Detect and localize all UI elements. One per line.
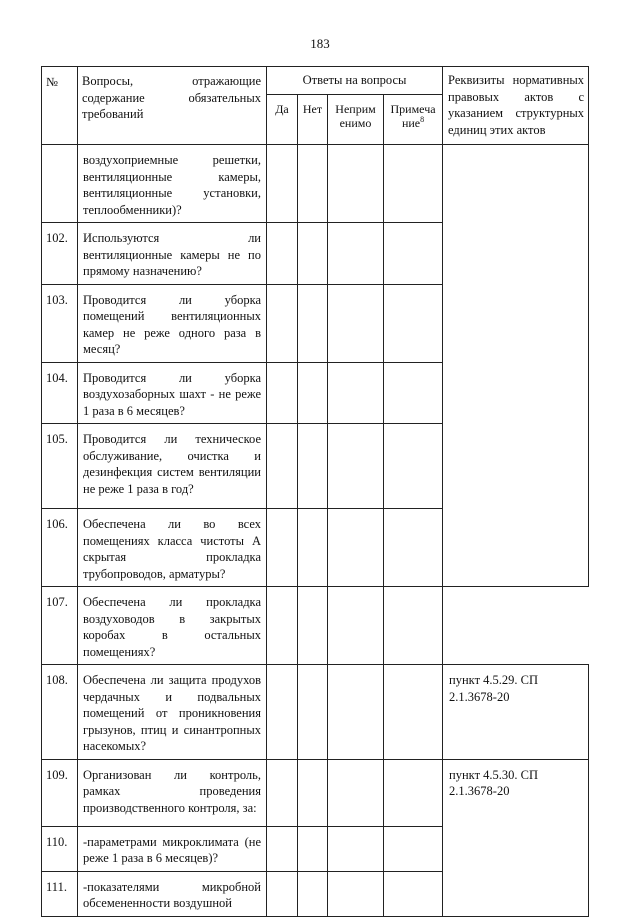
answer-note-cell[interactable] [384,362,443,424]
answer-note-cell[interactable] [384,145,443,223]
header-note-text: Примеча ние [390,102,436,130]
answer-yes-cell[interactable] [267,665,298,760]
row-requisites: пункт 4.5.30. СП 2.1.3678-20 [443,759,589,916]
header-na: Неприм енимо [328,95,384,145]
answer-no-cell[interactable] [298,223,328,285]
row-question: Проводится ли уборка воздухозаборных шахт - не реже 1 раза в 6 месяцев? [78,362,267,424]
answer-note-cell[interactable] [384,871,443,916]
answer-na-cell[interactable] [328,223,384,285]
header-note-sup: 8 [420,115,425,124]
answer-no-cell[interactable] [298,424,328,509]
row-question: воздухоприемные решетки, вентиляционные камеры, вентиляционные установки, теплообменники)? [78,145,267,223]
answer-no-cell[interactable] [298,284,328,362]
answer-na-cell[interactable] [328,509,384,587]
answer-yes-cell[interactable] [267,871,298,916]
answer-na-cell[interactable] [328,871,384,916]
row-question: -показателями микробной обсемененности воздушной [78,871,267,916]
row-question: Используются ли вентиляционные камеры не по прямому назначению? [78,223,267,285]
answer-no-cell[interactable] [298,145,328,223]
answer-no-cell[interactable] [298,362,328,424]
page-number: 183 [310,36,330,51]
checklist-table [41,66,589,917]
answer-note-cell[interactable] [384,424,443,509]
header-yes: Да [267,95,298,145]
answer-yes-cell[interactable] [267,587,298,665]
row-num [42,145,78,223]
table-row [42,665,589,760]
answer-no-cell[interactable] [298,509,328,587]
table-row [42,759,589,826]
answer-yes-cell[interactable] [267,826,298,871]
row-num: 106. [42,509,78,587]
answer-note-cell[interactable] [384,826,443,871]
answer-no-cell[interactable] [298,871,328,916]
answer-na-cell[interactable] [328,759,384,826]
header-note [384,95,443,145]
row-num: 103. [42,284,78,362]
header-row [42,67,589,95]
row-num: 108. [42,665,78,760]
answer-no-cell[interactable] [298,665,328,760]
answer-yes-cell[interactable] [267,284,298,362]
answer-note-cell[interactable] [384,284,443,362]
row-requisites: пункт 4.5.29. СП 2.1.3678-20 [443,665,589,760]
answer-no-cell[interactable] [298,759,328,826]
answer-na-cell[interactable] [328,826,384,871]
row-question: Проводится ли техническое обслуживание, очистка и дезинфекция систем вентиляции не реже 1 раза в год? [78,424,267,509]
table-row [42,145,589,223]
answer-yes-cell[interactable] [267,759,298,826]
answer-na-cell[interactable] [328,145,384,223]
answer-na-cell[interactable] [328,587,384,665]
answer-yes-cell[interactable] [267,145,298,223]
row-question: Проводится ли уборка помещений вентиляционных камер не реже одного раза в месяц? [78,284,267,362]
header-no: Нет [298,95,328,145]
answer-na-cell[interactable] [328,424,384,509]
row-question: Обеспечена ли прокладка воздуховодов в закрытых коробах в остальных помещениях? [78,587,267,665]
answer-note-cell[interactable] [384,509,443,587]
header-num: № [42,67,78,145]
answer-note-cell[interactable] [384,759,443,826]
row-num: 107. [42,587,78,665]
answer-yes-cell[interactable] [267,509,298,587]
answer-note-cell[interactable] [384,665,443,760]
row-num: 105. [42,424,78,509]
row-num: 104. [42,362,78,424]
header-answers: Ответы на вопросы [267,67,443,95]
answer-yes-cell[interactable] [267,424,298,509]
row-question: Организован ли контроль, рамках проведения производственного контроля, за: [78,759,267,826]
row-question: Обеспечена ли защита продухов чердачных и подвальных помещений от проникновения грызунов, птиц и синантропных насекомых? [78,665,267,760]
table-row [42,587,589,665]
answer-note-cell[interactable] [384,223,443,285]
answer-na-cell[interactable] [328,362,384,424]
row-num: 109. [42,759,78,826]
answer-na-cell[interactable] [328,665,384,760]
answer-no-cell[interactable] [298,587,328,665]
row-num: 111. [42,871,78,916]
row-question: -параметрами микроклимата (не реже 1 раза в 6 месяцев)? [78,826,267,871]
answer-no-cell[interactable] [298,826,328,871]
header-requisites: Реквизиты нормативных правовых актов с указанием структурных единиц этих актов [443,67,589,145]
row-num: 102. [42,223,78,285]
row-num: 110. [42,826,78,871]
answer-yes-cell[interactable] [267,362,298,424]
answer-na-cell[interactable] [328,284,384,362]
row-requisites [443,145,589,587]
answer-yes-cell[interactable] [267,223,298,285]
header-question: Вопросы, отражающие содержание обязательных требований [78,67,267,145]
row-question: Обеспечена ли во всех помещениях класса чистоты А скрытая прокладка трубопроводов, арматуры? [78,509,267,587]
answer-note-cell[interactable] [384,587,443,665]
